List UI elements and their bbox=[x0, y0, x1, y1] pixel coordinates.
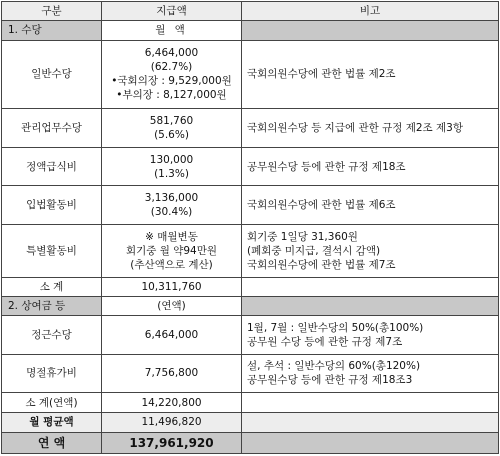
row-amount bbox=[102, 109, 242, 148]
annual-total-empty bbox=[242, 432, 499, 453]
amount-percent: (30.4%) bbox=[150, 206, 193, 219]
note-line: (폐회중 미지급, 결석시 감액) bbox=[247, 244, 381, 257]
section-bonus-unit: (연액) bbox=[102, 296, 242, 315]
monthly-average-amount: 11,496,820 bbox=[102, 413, 242, 432]
note-line: 국회의원수당 등 지급에 관한 규정 제2조 제3항 bbox=[247, 122, 463, 135]
note-line: 국회의원수당에 관한 법률 제6조 bbox=[247, 199, 396, 212]
header-remarks: 비고 bbox=[242, 2, 499, 21]
note-line: 국회의원수당에 관한 법률 제7조 bbox=[247, 258, 396, 271]
row-note bbox=[242, 316, 499, 355]
row-name: 특별활동비 bbox=[2, 224, 102, 277]
table-row-diligence-allowance bbox=[2, 316, 499, 355]
table-row-management-allowance bbox=[2, 109, 499, 148]
section-allowance-row bbox=[2, 21, 499, 40]
section-bonus-empty bbox=[242, 296, 499, 315]
section-allowance-label: 1. 수당 bbox=[2, 21, 102, 40]
row-name: 정근수당 bbox=[2, 316, 102, 355]
table-row-legislative-allowance bbox=[2, 186, 499, 225]
subtotal-bonus-row bbox=[2, 393, 499, 413]
annual-total-amount: 137,961,920 bbox=[102, 432, 242, 453]
note-line: 공무원수당 등에 관한 규정 제18조 bbox=[247, 160, 406, 173]
row-note bbox=[242, 224, 499, 277]
amount-value: 6,464,000 bbox=[144, 47, 199, 60]
row-note bbox=[242, 40, 499, 109]
row-note bbox=[242, 354, 499, 393]
row-amount: 7,756,800 bbox=[102, 354, 242, 393]
row-amount: 6,464,000 bbox=[102, 316, 242, 355]
subtotal-empty bbox=[242, 393, 499, 413]
amount-value: 3,136,000 bbox=[144, 192, 199, 205]
note-line: 1월, 7월 : 일반수당의 50%(총100%) bbox=[247, 321, 424, 334]
section-bonus-label: 2. 상여금 등 bbox=[2, 296, 102, 315]
amount-detail: 회기중 월 약94만원 bbox=[125, 244, 218, 257]
row-note bbox=[242, 186, 499, 225]
subtotal-amount: 10,311,760 bbox=[102, 277, 242, 296]
section-allowance-unit bbox=[102, 21, 242, 40]
subtotal-empty bbox=[242, 277, 499, 296]
table-row-general-allowance bbox=[2, 40, 499, 109]
row-name: 입법활동비 bbox=[2, 186, 102, 225]
amount-percent: (5.6%) bbox=[154, 129, 189, 142]
note-line: 공무원수당 등에 관한 규정 제18조3 bbox=[247, 374, 413, 387]
annual-total-label: 연 액 bbox=[2, 432, 102, 453]
subtotal-label: 소 계 bbox=[2, 277, 102, 296]
amount-percent: (62.7%) bbox=[150, 61, 193, 74]
section-allowance-empty bbox=[242, 21, 499, 40]
amount-detail: •국회의장 : 9,529,000원 bbox=[111, 75, 232, 88]
amount-value: 130,000 bbox=[149, 153, 194, 166]
subtotal-allowance-row bbox=[2, 277, 499, 296]
note-line: 회기중 1일당 31,360원 bbox=[247, 230, 358, 243]
note-line: 공무원 수당 등에 관한 규정 제7조 bbox=[247, 335, 403, 348]
row-amount bbox=[102, 224, 242, 277]
header-amount: 지급액 bbox=[102, 2, 242, 21]
monthly-average-empty bbox=[242, 413, 499, 432]
note-line: 국회의원수당에 관한 법률 제2조 bbox=[247, 68, 396, 81]
row-name: 관리업무수당 bbox=[2, 109, 102, 148]
section-bonus-row bbox=[2, 296, 499, 315]
header-category: 구분 bbox=[2, 2, 102, 21]
amount-value: ※ 매월변동 bbox=[145, 230, 198, 243]
section-allowance-unit-text: 월 액 bbox=[155, 24, 188, 37]
table-row-holiday-allowance bbox=[2, 354, 499, 393]
row-name: 명절휴가비 bbox=[2, 354, 102, 393]
table-row-meal-allowance bbox=[2, 147, 499, 186]
note-line: 설, 추석 : 일반수당의 60%(총120%) bbox=[247, 360, 421, 373]
amount-detail: (추산액으로 계산) bbox=[130, 258, 213, 271]
row-amount bbox=[102, 186, 242, 225]
monthly-average-row bbox=[2, 413, 499, 432]
row-note bbox=[242, 147, 499, 186]
row-amount bbox=[102, 147, 242, 186]
table-header-row bbox=[2, 2, 499, 21]
table-row-special-allowance bbox=[2, 224, 499, 277]
subtotal-amount: 14,220,800 bbox=[102, 393, 242, 413]
subtotal-label: 소 계(연액) bbox=[2, 393, 102, 413]
row-name: 정액급식비 bbox=[2, 147, 102, 186]
amount-percent: (1.3%) bbox=[154, 167, 189, 180]
row-amount bbox=[102, 40, 242, 109]
monthly-average-label: 월 평균액 bbox=[2, 413, 102, 432]
amount-value: 581,760 bbox=[149, 115, 194, 128]
salary-table bbox=[1, 1, 499, 454]
row-note bbox=[242, 109, 499, 148]
amount-detail: •부의장 : 8,127,000원 bbox=[116, 89, 227, 102]
row-name: 일반수당 bbox=[2, 40, 102, 109]
annual-total-row bbox=[2, 432, 499, 453]
